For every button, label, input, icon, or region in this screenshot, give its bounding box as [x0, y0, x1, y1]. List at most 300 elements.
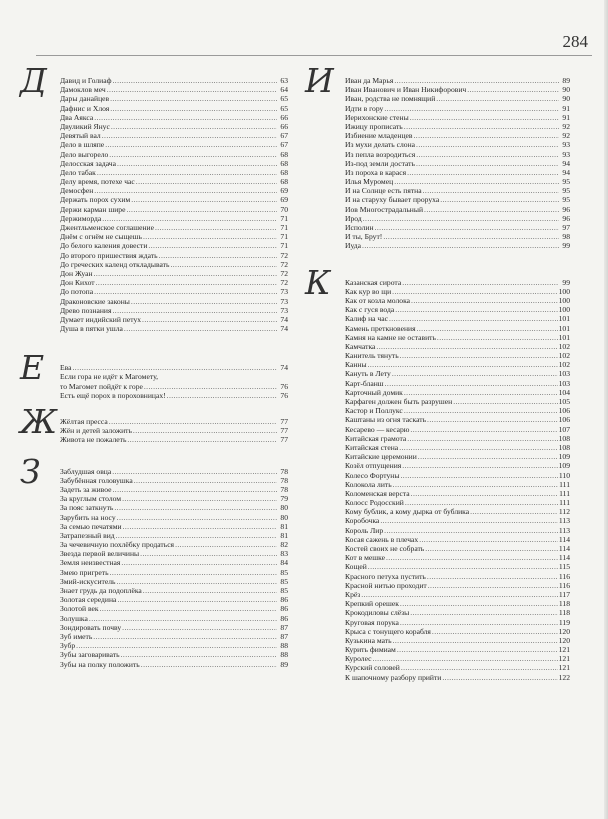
entry-title: Карфаген должен быть разрушен: [345, 397, 453, 406]
dot-leader: [100, 604, 277, 613]
index-entry: [345, 177, 570, 186]
entry-title: Кот в мешке: [345, 553, 385, 563]
dot-leader: [361, 590, 558, 599]
entry-page-number: 120: [558, 626, 570, 636]
index-entry: [345, 489, 570, 498]
entry-title: Каштаны из огня таскать: [345, 415, 427, 425]
index-entry: [60, 417, 288, 426]
entry-title: Король Лир: [345, 525, 384, 535]
entry-page-number: 72: [280, 278, 288, 288]
dot-leader: [453, 397, 557, 406]
dot-leader: [142, 315, 277, 324]
section-letter: И: [305, 61, 334, 100]
index-entry: [345, 150, 570, 159]
entry-title: Забубённая головушка: [60, 475, 133, 485]
entry-page-number: 71: [280, 232, 288, 242]
index-entry: [60, 586, 288, 595]
index-entry: [345, 480, 570, 489]
dot-leader: [418, 452, 558, 461]
entry-page-number: 88: [280, 641, 288, 651]
entry-title: Дело выгорело: [60, 149, 109, 159]
entry-title: Делосская задача: [60, 158, 116, 168]
dot-leader: [134, 476, 277, 485]
index-entry: [345, 159, 570, 168]
entry-page-number: 74: [280, 363, 288, 373]
dot-leader: [467, 85, 559, 94]
dot-leader: [109, 150, 277, 159]
entry-page-number: 67: [280, 140, 288, 150]
index-entry: [345, 305, 570, 314]
entry-title: Красной нитью проходит: [345, 580, 427, 590]
dot-leader: [363, 214, 559, 223]
entry-page-number: 108: [558, 442, 570, 452]
dot-leader: [368, 360, 558, 369]
entry-page-number: 74: [280, 314, 288, 324]
entry-title: И на Солнце есть пятна: [345, 186, 422, 196]
entry-page-number: 102: [558, 351, 570, 361]
dot-leader: [392, 369, 558, 378]
dot-leader: [140, 549, 277, 558]
dot-leader: [428, 581, 558, 590]
entry-title: Давид и Голиаф: [60, 76, 112, 85]
index-entry: [60, 372, 288, 381]
dot-leader: [102, 214, 277, 223]
entry-title: Курить фимиам: [345, 645, 396, 655]
index-entry: [60, 241, 288, 250]
index-entry: [60, 503, 288, 512]
index-entry: [345, 122, 570, 131]
entry-title: До белого каления довести: [60, 241, 148, 251]
entry-page-number: 89: [562, 76, 570, 85]
entry-page-number: 121: [558, 645, 570, 655]
index-entry: [345, 608, 570, 617]
entry-page-number: 68: [280, 177, 288, 187]
index-entry: [60, 278, 288, 287]
index-entry: [60, 223, 288, 232]
index-column-right: [305, 61, 570, 682]
dot-leader: [94, 186, 277, 195]
entry-title: Девятый вал: [60, 131, 101, 141]
index-entry: [345, 113, 570, 122]
index-entry: [60, 104, 288, 113]
dot-leader: [143, 232, 277, 241]
index-entry: [60, 150, 288, 159]
index-entry: [60, 122, 288, 131]
entry-page-number: 81: [280, 521, 288, 531]
dot-leader: [109, 417, 277, 426]
dot-leader: [131, 195, 277, 204]
entry-title: Камня на камне не оставить: [345, 332, 436, 342]
dot-leader: [148, 241, 277, 250]
index-entry: [345, 526, 570, 535]
entry-page-number: 84: [280, 558, 288, 568]
entry-title: Дело табак: [60, 167, 96, 177]
entry-page-number: 92: [562, 121, 570, 131]
index-entry: [345, 195, 570, 204]
entry-page-number: 74: [280, 324, 288, 334]
index-section: [20, 61, 288, 334]
entry-page-number: 78: [280, 466, 288, 476]
dot-leader: [386, 553, 558, 562]
dot-leader: [380, 516, 558, 525]
index-entry: [60, 522, 288, 531]
entry-title: За чечевичную похлёбку продаться: [60, 540, 175, 550]
entry-page-number: 100: [558, 305, 570, 315]
entry-title: Кесарево — кесарю: [345, 424, 410, 434]
dot-leader: [400, 618, 558, 627]
entry-page-number: 85: [280, 567, 288, 577]
entry-title: Золушка: [60, 613, 88, 623]
dot-leader: [394, 76, 559, 85]
index-entry: [345, 314, 570, 323]
index-entry: [345, 590, 570, 599]
index-entry: [60, 159, 288, 168]
entry-page-number: 101: [558, 323, 570, 333]
dot-leader: [368, 562, 558, 571]
dot-leader: [393, 636, 558, 645]
entry-page-number: 81: [280, 530, 288, 540]
entry-page-number: 87: [280, 631, 288, 641]
entry-title: Кануть в Лету: [345, 369, 391, 379]
entry-title: Иван, родства не помнящий: [345, 94, 436, 104]
index-entry: [345, 278, 570, 287]
index-section: [20, 402, 288, 445]
entry-title: Змий-искуситель: [60, 576, 116, 586]
entry-title: И на старуху бывает проруха: [345, 195, 440, 205]
entry-page-number: 117: [558, 589, 570, 599]
entry-page-number: 95: [562, 195, 570, 205]
section-letter: К: [305, 262, 331, 302]
entry-title: Канны: [345, 360, 367, 370]
index-entry: [60, 363, 288, 372]
entry-title: Китайская стена: [345, 442, 399, 452]
entry-page-number: 122: [558, 672, 570, 682]
dot-leader: [416, 159, 559, 168]
dot-leader: [96, 278, 277, 287]
entry-title: Затрапезный вид: [60, 530, 115, 540]
entry-page-number: 107: [558, 424, 570, 434]
index-section: [20, 348, 288, 400]
entry-title: Зондировать почву: [60, 622, 122, 632]
entry-page-number: 82: [280, 540, 288, 550]
entry-page-number: 72: [280, 268, 288, 278]
dot-leader: [94, 269, 277, 278]
index-entry: [345, 351, 570, 360]
entry-page-number: 77: [280, 417, 288, 426]
dot-leader: [385, 379, 558, 388]
dot-leader: [395, 305, 557, 314]
entry-page-number: 113: [558, 525, 570, 535]
index-entry: [345, 214, 570, 223]
entry-title: За семью печатями: [60, 521, 122, 531]
entry-title: Иуда: [345, 241, 362, 251]
entry-page-number: 116: [558, 571, 570, 581]
dot-leader: [417, 324, 558, 333]
entry-page-number: 87: [280, 622, 288, 632]
entry-title: Курский соловей: [345, 663, 400, 673]
dot-leader: [411, 489, 559, 498]
entry-title: Иван да Марья: [345, 76, 394, 85]
entry-title: Костей своих не собрать: [345, 544, 425, 553]
entry-page-number: 100: [558, 295, 570, 305]
entry-title: До второго пришествия ждать: [60, 250, 158, 260]
entry-page-number: 72: [280, 259, 288, 269]
index-entry: [60, 549, 288, 558]
entry-page-number: 79: [280, 494, 288, 504]
dot-leader: [175, 540, 277, 549]
entry-page-number: 66: [280, 112, 288, 122]
entry-title: До потопа: [60, 287, 94, 297]
entry-title: Древо познания: [60, 305, 112, 315]
entry-page-number: 106: [558, 406, 570, 416]
entry-page-number: 69: [280, 195, 288, 205]
entry-page-number: 113: [558, 516, 570, 526]
index-entry: [345, 645, 570, 654]
dot-leader: [121, 558, 277, 567]
entry-title: Кому бублик, а кому дырка от бублика: [345, 507, 470, 517]
entry-page-number: 90: [562, 85, 570, 95]
entry-title: Канитель тянуть: [345, 351, 399, 361]
entry-title: Из пепла возродиться: [345, 149, 416, 159]
entry-page-number: 71: [280, 223, 288, 232]
dot-leader: [404, 388, 558, 397]
index-entry: [60, 660, 288, 669]
index-entry: [345, 333, 570, 342]
entry-page-number: 119: [558, 617, 570, 627]
dot-leader: [89, 614, 277, 623]
dot-leader: [117, 595, 277, 604]
entry-title: то Магомет пойдёт к горе: [60, 381, 143, 391]
dot-leader: [136, 177, 277, 186]
dot-leader: [123, 522, 277, 531]
dot-leader: [114, 503, 277, 512]
entry-title: Коломенская верста: [345, 488, 410, 498]
entry-page-number: 68: [280, 158, 288, 168]
section-letter: З: [20, 451, 41, 491]
dot-leader: [73, 363, 278, 372]
entry-page-number: 96: [562, 213, 570, 223]
entry-page-number: 103: [558, 369, 570, 379]
index-entry: [345, 673, 570, 682]
dot-leader: [110, 94, 277, 103]
entry-page-number: 63: [280, 76, 288, 85]
dot-leader: [392, 287, 557, 296]
index-entry: [345, 535, 570, 544]
index-entry: [345, 443, 570, 452]
entry-title: Крыса с тонущего корабля: [345, 626, 431, 636]
entry-title: Зубы на полку положить: [60, 659, 140, 669]
index-entry: [345, 388, 570, 397]
dot-leader: [117, 513, 277, 522]
entry-title: Кузькина мать: [345, 635, 392, 645]
dot-leader: [113, 76, 278, 85]
dot-leader: [133, 426, 277, 435]
dot-leader: [170, 260, 277, 269]
entry-title: Если гора не идёт к Магомету,: [60, 372, 159, 382]
entry-title: Из пороха в карася: [345, 167, 407, 177]
index-entry: [60, 177, 288, 186]
entry-page-number: 99: [562, 241, 570, 251]
dot-leader: [416, 140, 559, 149]
entry-page-number: 77: [280, 426, 288, 436]
entry-title: И ты, Брут!: [345, 232, 383, 242]
entry-title: Колосс Родосский: [345, 498, 404, 508]
entry-title: За круглым столом: [60, 494, 122, 504]
dot-leader: [397, 645, 558, 654]
entry-page-number: 118: [558, 599, 570, 609]
entry-page-number: 98: [562, 232, 570, 242]
entry-title: Земля неизвестная: [60, 558, 121, 568]
index-entry: [345, 516, 570, 525]
index-entry: [60, 186, 288, 195]
entry-page-number: 97: [562, 223, 570, 232]
dot-leader: [112, 467, 277, 476]
dot-leader: [440, 195, 559, 204]
entry-title: Держиморда: [60, 213, 102, 223]
entry-page-number: 85: [280, 586, 288, 595]
entry-title: Иерихонские стены: [345, 112, 409, 122]
dot-leader: [400, 599, 558, 608]
index-entry: [60, 113, 288, 122]
entry-title: Дон Жуан: [60, 268, 93, 278]
entry-page-number: 89: [280, 659, 288, 669]
index-entry: [60, 426, 288, 435]
entry-page-number: 120: [558, 635, 570, 645]
index-entry: [345, 599, 570, 608]
entry-title: Красного петуха пустить: [345, 571, 426, 581]
entry-page-number: 72: [280, 250, 288, 260]
dot-leader: [93, 632, 277, 641]
index-section: [305, 262, 570, 682]
dot-leader: [407, 434, 557, 443]
dot-leader: [410, 113, 559, 122]
entry-title: Куролес: [345, 654, 372, 664]
entry-title: Держать порох сухим: [60, 195, 131, 205]
entry-title: Два Аякса: [60, 112, 94, 122]
entry-title: Колокола лить: [345, 479, 392, 489]
entry-page-number: 83: [280, 549, 288, 559]
index-entry: [345, 663, 570, 672]
dot-leader: [373, 654, 558, 663]
entry-title: Зубы заговаривать: [60, 650, 120, 660]
index-entry: [60, 604, 288, 613]
dot-leader: [167, 391, 277, 400]
dot-leader: [410, 608, 558, 617]
entry-page-number: 116: [558, 580, 570, 590]
entry-title: Золотой век: [60, 604, 99, 614]
entry-page-number: 71: [280, 213, 288, 223]
entry-page-number: 70: [280, 204, 288, 214]
entry-page-number: 64: [280, 85, 288, 95]
entry-title: Из-под земли достать: [345, 158, 415, 168]
header-rule: [36, 55, 592, 56]
index-entry: [60, 382, 288, 391]
dot-leader: [143, 586, 277, 595]
dot-leader: [155, 223, 277, 232]
dot-leader: [413, 131, 559, 140]
entry-page-number: 112: [558, 507, 570, 517]
entry-page-number: 110: [558, 470, 570, 480]
index-entry: [60, 269, 288, 278]
entry-title: Калиф на час: [345, 314, 388, 324]
entry-page-number: 111: [559, 479, 570, 489]
index-entry: [60, 632, 288, 641]
entry-page-number: 114: [558, 553, 570, 563]
entry-page-number: 90: [562, 94, 570, 104]
entry-page-number: 105: [558, 397, 570, 406]
entry-title: Илья Муромец: [345, 177, 394, 187]
index-entry: [60, 287, 288, 296]
page-number: 284: [562, 32, 588, 51]
dot-leader: [404, 122, 559, 131]
entry-page-number: 101: [558, 314, 570, 324]
section-letter: Ж: [20, 402, 58, 441]
entry-title: Днём с огнём не сыщешь: [60, 232, 142, 242]
entry-page-number: 121: [558, 663, 570, 673]
entry-page-number: 114: [558, 534, 570, 544]
dot-leader: [105, 140, 277, 149]
entry-page-number: 96: [562, 204, 570, 214]
index-entry: [60, 251, 288, 260]
index-entry: [345, 425, 570, 434]
entry-page-number: 115: [558, 562, 570, 572]
index-entry: [345, 379, 570, 388]
dot-leader: [126, 205, 277, 214]
index-entry: [60, 435, 288, 444]
entry-page-number: 94: [562, 167, 570, 177]
entry-title: Ева: [60, 363, 72, 373]
dot-leader: [111, 122, 277, 131]
index-entry: [345, 562, 570, 571]
entry-title: До греческих календ откладывать: [60, 259, 170, 269]
entry-title: Зубр: [60, 641, 76, 651]
entry-page-number: 88: [280, 650, 288, 660]
entry-title: Держи карман шире: [60, 204, 126, 214]
entry-page-number: 111: [559, 488, 570, 498]
index-entry: [60, 297, 288, 306]
entry-title: Дары данайцев: [60, 94, 110, 104]
dot-leader: [122, 494, 277, 503]
entry-page-number: 91: [562, 112, 570, 122]
dot-leader: [402, 278, 559, 287]
entry-title: Козёл отпущения: [345, 461, 402, 471]
index-entry: [60, 205, 288, 214]
entry-page-number: 85: [280, 576, 288, 586]
entry-title: Карточный домик: [345, 387, 403, 397]
index-entry: [60, 485, 288, 494]
entry-title: Драконовские законы: [60, 296, 130, 306]
index-entry: [345, 498, 570, 507]
entry-page-number: 78: [280, 475, 288, 485]
entry-title: Ижицу прописать: [345, 121, 403, 131]
dot-leader: [384, 104, 559, 113]
dot-leader: [107, 85, 277, 94]
entry-page-number: 91: [562, 103, 570, 113]
entry-title: Зуб иметь: [60, 631, 93, 641]
dot-leader: [410, 425, 557, 434]
index-entry: [60, 131, 288, 140]
entry-title: Демосфен: [60, 186, 94, 196]
entry-title: Как кур во щи: [345, 286, 392, 296]
dot-leader: [400, 471, 557, 480]
entry-page-number: 109: [558, 452, 570, 462]
dot-leader: [141, 660, 277, 669]
entry-title: Золотая середина: [60, 595, 117, 605]
dot-leader: [159, 251, 277, 260]
index-entry: [60, 85, 288, 94]
index-entry: [60, 76, 288, 85]
index-entry: [60, 467, 288, 476]
